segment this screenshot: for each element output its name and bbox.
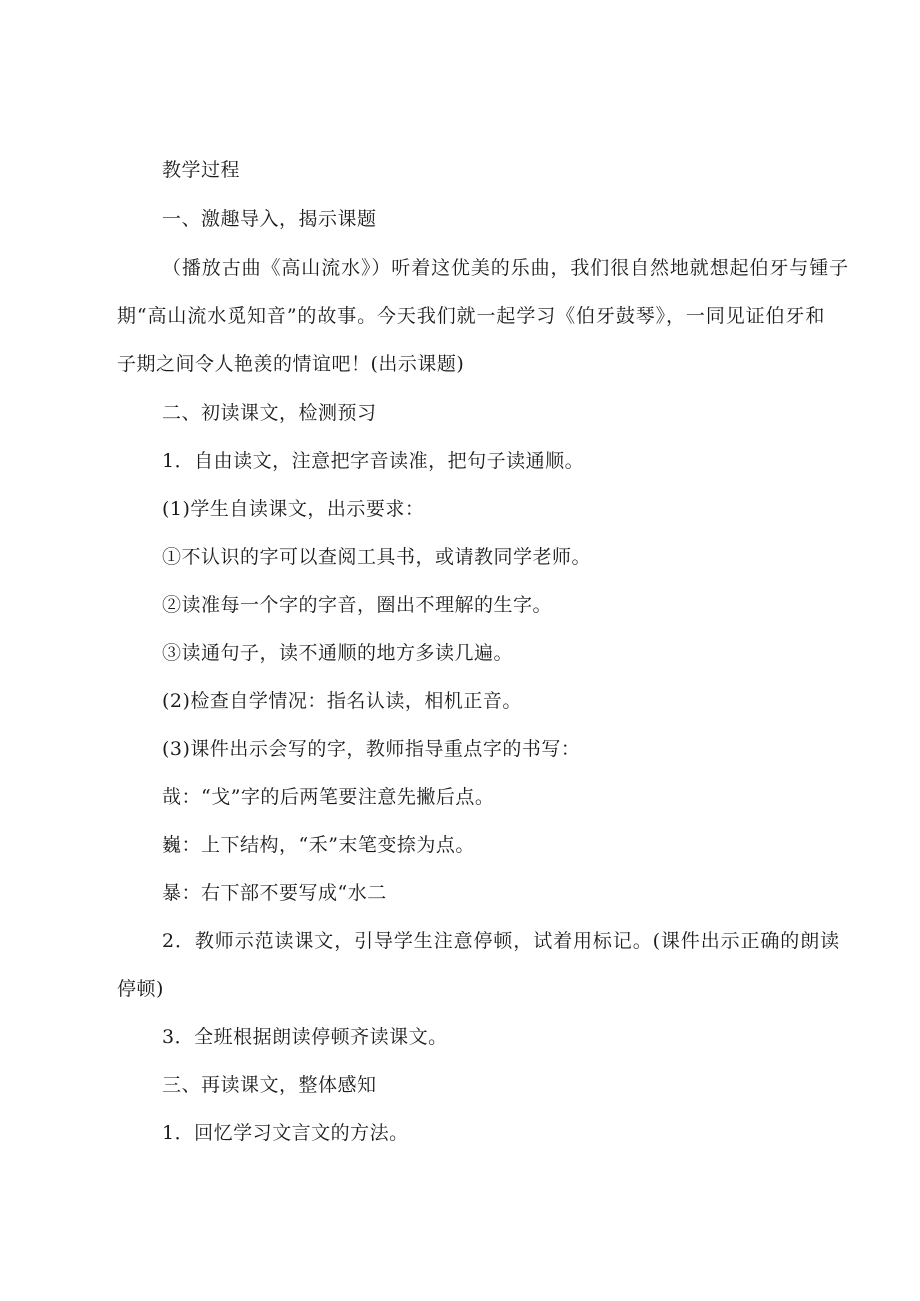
part2-heading: 二、初读课文，检测预习 <box>162 402 377 424</box>
requirement-3: ③读通句子，读不通顺的地方多读几遍。 <box>162 642 514 664</box>
part2-item2-line2: 停顿) <box>117 978 164 1000</box>
part2-item1: 1．自由读文，注意把字音读准，把句子读通顺。 <box>162 450 585 472</box>
requirement-2: ②读准每一个字的字音，圈出不理解的生字。 <box>162 594 553 616</box>
part1-paragraph-line2: 期“高山流水觅知音”的故事。今天我们就一起学习《伯牙鼓琴》，一同见证伯牙和 <box>117 305 826 327</box>
part2-item2-line1: 2．教师示范读课文，引导学生注意停顿，试着用标记。(课件出示正确的朗读 <box>162 930 841 952</box>
character-note-3: 暴：右下部不要写成“水二 <box>162 882 387 904</box>
part2-sub3: (3)课件出示会写的字，教师指导重点字的书写： <box>162 738 581 760</box>
part1-paragraph-line1: （播放古曲《高山流水》）听着这优美的乐曲，我们很自然地就想起伯牙与锺子 <box>162 257 850 279</box>
requirement-1: ①不认识的字可以查阅工具书，或请教同学老师。 <box>162 546 592 568</box>
part2-sub1: (1)学生自读课文，出示要求： <box>162 498 425 520</box>
part3-heading: 三、再读课文，整体感知 <box>162 1074 377 1096</box>
part1-paragraph-line3: 子期之间令人艳羡的情谊吧！(出示课题) <box>117 353 465 375</box>
part2-sub2: (2)检查自学情况：指名认读，相机正音。 <box>162 690 522 712</box>
part2-item3: 3．全班根据朗读停顿齐读课文。 <box>162 1026 448 1048</box>
character-note-2: 巍：上下结构，“禾”末笔变捺为点。 <box>162 834 475 856</box>
section-heading: 教学过程 <box>162 159 241 181</box>
part3-item1: 1．回忆学习文言文的方法。 <box>162 1122 409 1144</box>
character-note-1: 哉：“戈”字的后两笔要注意先撇后点。 <box>162 786 495 808</box>
part1-heading: 一、激趣导入，揭示课题 <box>162 208 377 230</box>
